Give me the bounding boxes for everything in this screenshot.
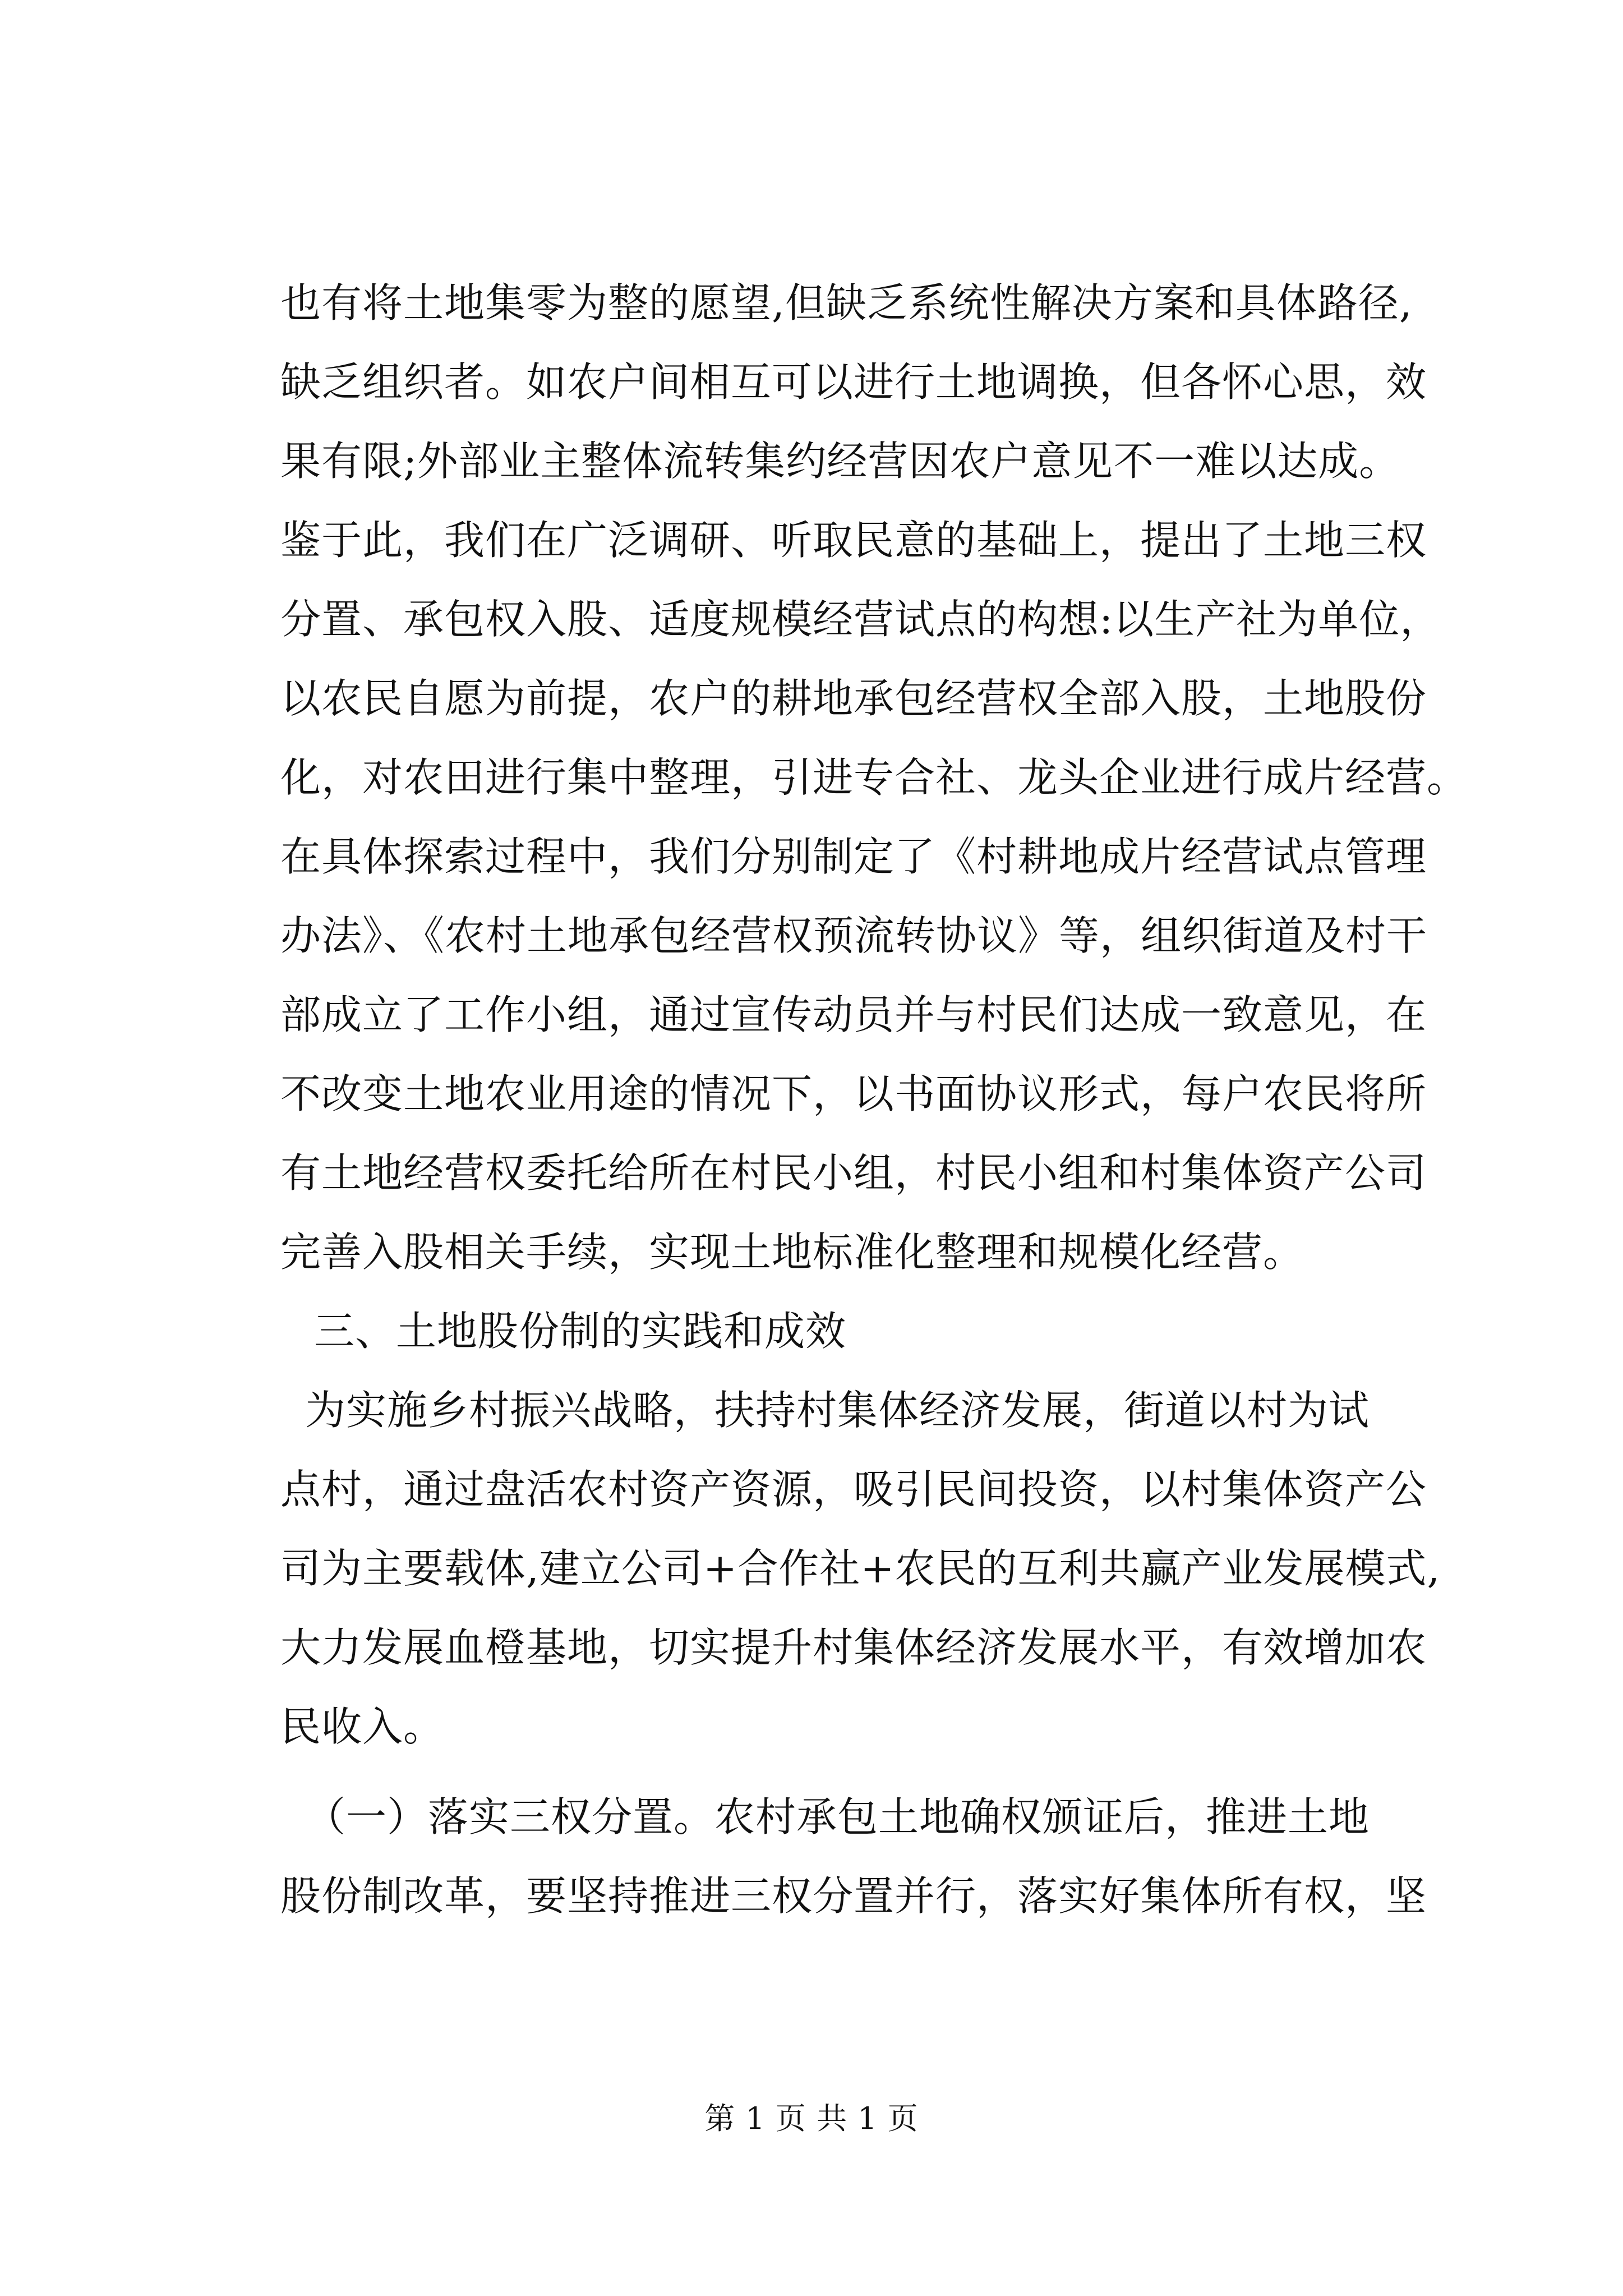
paragraph-line: （一）落实三权分置。农村承包土地确权颁证后，推进土地: [305, 1793, 1370, 1841]
paragraph-line: 大力发展血橙基地，切实提升村集体经济发展水平，有效增加农: [280, 1624, 1427, 1671]
page-number-footer: 第 1 页 共 1 页: [704, 2101, 919, 2136]
paragraph-line: 鉴于此，我们在广泛调研、听取民意的基础上，提出了土地三权: [280, 517, 1427, 564]
section-heading: 三、土地股份制的实践和成效: [314, 1308, 847, 1355]
paragraph-line: 果有限;外部业主整体流转集约经营因农户意见不一难以达成。: [280, 438, 1400, 485]
paragraph-line: 民收入。: [280, 1703, 445, 1750]
paragraph-line: 完善入股相关手续，实现土地标准化整理和规模化经营。: [280, 1228, 1304, 1276]
paragraph-line: 分置、承包权入股、适度规模经营试点的构想:以生产社为单位，: [280, 596, 1441, 643]
paragraph-line: 办法》、《农村土地承包经营权预流转协议》等，组织街道及村干: [280, 912, 1428, 959]
paragraph-line: 在具体探索过程中，我们分别制定了《村耕地成片经营试点管理: [280, 833, 1427, 880]
paragraph-line: 股份制改革，要坚持推进三权分置并行，落实好集体所有权，坚: [280, 1872, 1427, 1920]
paragraph-line: 不改变土地农业用途的情况下，以书面协议形式，每户农民将所: [280, 1070, 1427, 1117]
paragraph-line: 化，对农田进行集中整理，引进专合社、龙头企业进行成片经营。: [280, 754, 1468, 801]
paragraph-line: 有土地经营权委托给所在村民小组，村民小组和村集体资产公司: [280, 1149, 1427, 1197]
paragraph-line: 部成立了工作小组，通过宣传动员并与村民们达成一致意见，在: [280, 991, 1427, 1038]
paragraph-line: 以农民自愿为前提，农户的耕地承包经营权全部入股，土地股份: [280, 675, 1427, 722]
paragraph-line: 为实施乡村振兴战略，扶持村集体经济发展，街道以村为试: [305, 1387, 1370, 1434]
paragraph-line: 缺乏组织者。如农户间相互可以进行土地调换，但各怀心思，效: [280, 358, 1427, 406]
paragraph-line: 司为主要载体,建立公司+合作社+农民的互利共赢产业发展模式,: [280, 1545, 1441, 1592]
paragraph-line: 点村，通过盘活农村资产资源，吸引民间投资，以村集体资产公: [280, 1466, 1427, 1513]
paragraph-line: 也有将土地集零为整的愿望,但缺乏系统性解决方案和具体路径,: [280, 279, 1413, 326]
document-body: [280, 264, 1481, 1936]
